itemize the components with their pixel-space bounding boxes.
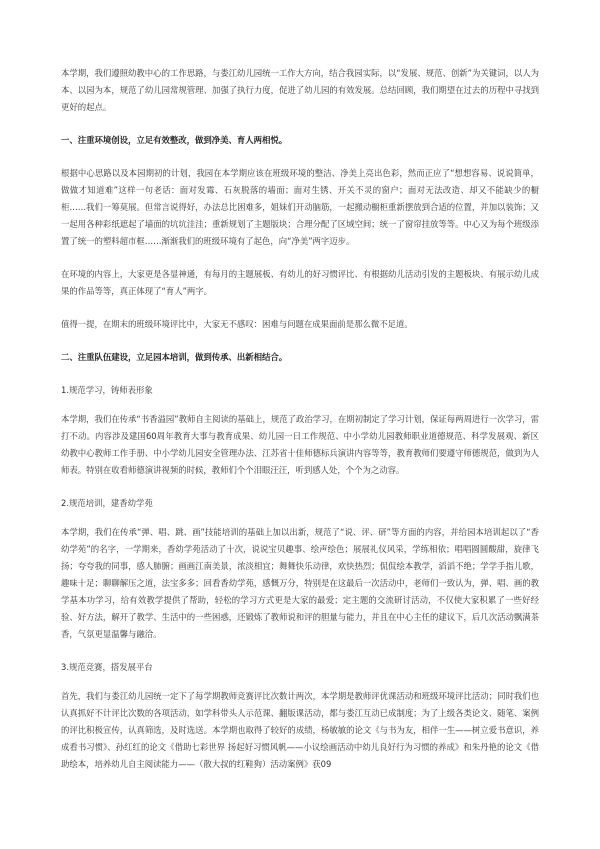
section-heading-team: 二、注重队伍建设，立足园本培训，做到传承、出新相结合。 <box>61 352 288 362</box>
intro-paragraph: 本学期，我们遵照幼教中心的工作思路，与娄江幼儿园统一工作大方向，结合我园实际，以“发展、规范、创新”为关键词，以人为本、以园为本，规范了幼儿园常规管理、加强了执行力度，促进了幼儿园的有效发展。总结回顾，我们期望在过去的历程中寻找到更好的起点。 <box>61 68 539 112</box>
study-paragraph: 本学期，我们在传承“书香溢园”教师自主阅读的基础上，规范了政治学习，在期初制定了学习计划，保证每两周进行一次学习，雷打不动。内容涉及建国60周年教育大事与教育成果、幼儿园一日工作规范、中小学幼儿园教师职业道德规范、科学发展观、新区幼教中心教师工作手册、中小学幼儿园安全管理办法、江苏省十佳师德标兵演讲内容等等，教育教师们要遵守师德规范，做到为人师表。特别在收看师德演讲视频的时候，教师们个个泪眼汪汪，听到感人处，个个为之动容。 <box>61 414 539 475</box>
document-page <box>61 65 539 789</box>
competition-paragraph: 首先，我们与娄江幼儿园统一定下了每学期教师竞赛评比次数计两次，本学期是教师评优课活动和班级环境评比活动；同时我们也认真抓好不计评比次数的各项活动，如学科带头人示范课、翻版课活动，都与娄江互动已成制度；为了上级各类论文、随笔、案例的评比积极宣传，认真筛选，及时选送。本学期也取得了较好的成绩，杨敏敏的论文《与书为友，相伴一生——树立爱书意识，养成看书习惯》、孙红红的论文《借助七彩世界 扬起好习惯风帆——小议绘画活动中幼儿良好行为习惯的养成》和朱丹艳的论文《借助绘本，培养幼儿自主阅读能力——（散大叔的红鞋狗）活动案例》获09 <box>61 691 539 769</box>
training-paragraph: 本学期，我们在传承“弹、唱、跳、画”技能培训的基础上加以出新，规范了“说、评、研”等方面的内容，并给园本培训起以了“香幼学苑”的名字，一学期来，香幼学苑活动了十次，说说宝贝趣事、绘声绘色；展展礼仪风采，学练相依；唱唱圆圆酸甜，旋律飞扬；夸夸我的同事，感人肺腑；画画江南美景，浓淡相宜；舞舞快乐动律，欢快热烈；侃侃绘本教学，滔滔不绝；学学手指儿歌，趣味十足；聊聊解压之道，法宝多多；回看香幼学苑，感慨万分，特别是在这最后一次活动中，老师们一致认为，弹、唱、画的教学基本功学习，给有效教学提供了帮助，轻松的学习方式更是大家的最爱；定主题的交流研讨活动，不仅使大家积累了一些好经验、好方法，解开了教学、生活中的一些困惑，还锻炼了教师说和评的胆量与能力，并且在中心主任的建议下，后几次活动飘满茶香，气氛更显温馨与融洽。 <box>61 527 539 639</box>
subheading-competition: 3.规范竞赛，搭发展平台 <box>61 662 153 672</box>
environment-paragraph-2: 在环境的内容上，大家更是各显神通，有每月的主题展板、有幼儿的好习惯评比、有根据幼儿活动引发的主题板块、有展示幼儿成果的作品等等，真正体现了“育人”两字。 <box>61 269 539 296</box>
environment-paragraph-1: 根据中心思路以及本园期初的计划，我园在本学期应该在班级环境的整洁、净美上亮出色彩，然而正应了“想想容易、说说简单，做做才知道难”这样一句老话：面对发霉、石灰脱落的墙面；面对生锈、开关不灵的窗户；面对无法改造、却又不能缺少的橱柜……我们一筹莫展。但常言说得好，办法总比困难多，姐妹们开动脑筋，一起搬动橱柜重新摆放到合适的位置，并加以装饰；又一起用各种彩纸遮起了墙面的坑坑洼洼；重新规划了主题版块；合理分配了区域空间；统一了窗帘挂放等等。中心又为每个班级添置了统一的塑料超市框……渐渐我们的班级环境有了起色，向“净美”两字迈步。 <box>61 168 539 246</box>
section-heading-environment: 一、注重环境创设，立足有效整改，做到净美、育人两相悦。 <box>61 135 288 145</box>
subheading-study: 1.规范学习，铸师表形象 <box>61 385 153 395</box>
subheading-training: 2.规范培训，建香幼学苑 <box>61 498 153 508</box>
environment-paragraph-3: 值得一提，在期末的班级环境评比中，大家无不感叹：困难与问题在成果面前是那么微不足道。 <box>61 319 413 329</box>
